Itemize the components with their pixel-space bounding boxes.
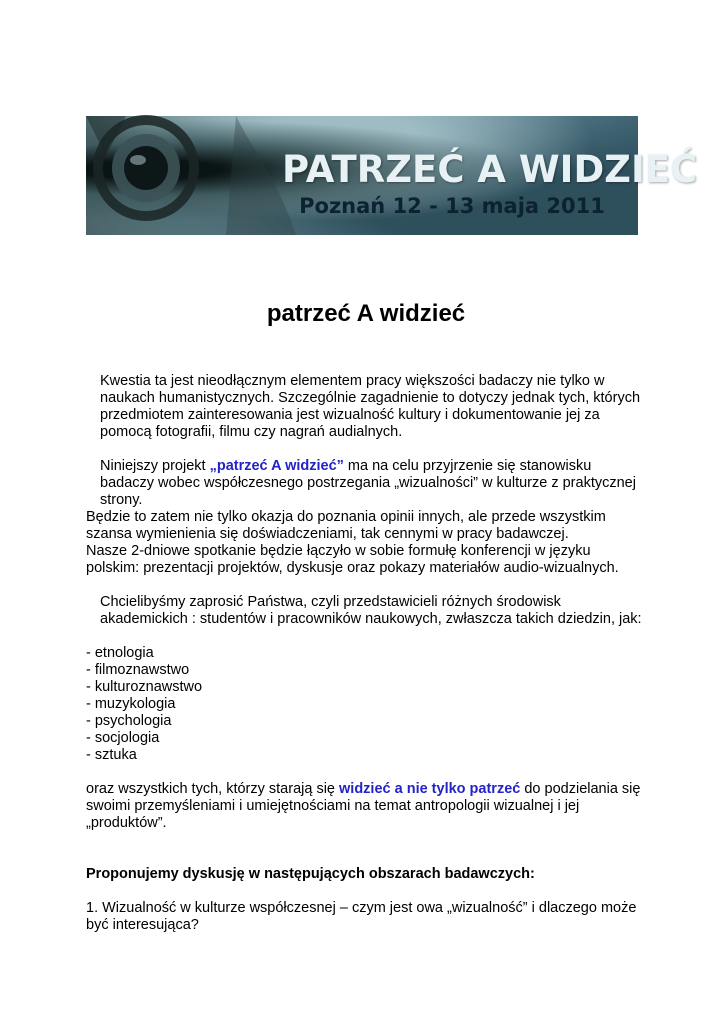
list-item: - socjologia xyxy=(86,730,160,746)
list-item: - muzykologia xyxy=(86,696,176,712)
audience-text-after: do podzielania się swoimi przemyśleniami i umiejętnościami na temat antropologii wizualnej i jej „produktów”. xyxy=(86,781,641,831)
list-item: - kulturoznawstwo xyxy=(86,679,203,695)
list-item: - filmoznawstwo xyxy=(86,662,190,678)
list-item: - psychologia xyxy=(86,713,172,729)
paragraph-intro: Kwestia ta jest nieodłącznym elementem pracy większości badaczy nie tylko w naukach humanistycznych. Szczególnie zagadnienie to dotyczy jednak tych, których przedmiotem zainteresowania jest wizualność kultury i dokumentowanie jej za pomocą fotografii, filmu czy nagrań audialnych. xyxy=(100,373,641,440)
research-area-1: 1. Wizualność w kulturze współczesnej – czym jest owa „wizualność” i dlaczego może być interesująca? xyxy=(86,900,637,933)
banner-title: PATRZEĆ A WIDZIEĆ xyxy=(282,148,698,191)
list-item: - etnologia xyxy=(86,645,154,661)
paragraph-audience xyxy=(86,781,646,832)
page-title: patrzeć A widzieć xyxy=(266,300,466,327)
list-item: - sztuka xyxy=(86,747,137,763)
document-body xyxy=(86,292,646,934)
conference-banner xyxy=(86,116,698,235)
project-text-before: Niniejszy projekt xyxy=(100,458,210,474)
banner-subtitle: Poznań 12 - 13 maja 2011 xyxy=(299,194,605,218)
paragraph-project xyxy=(86,458,646,509)
paragraph-opportunity: Będzie to zatem nie tylko okazja do poznania opinii innych, ale przede wszystkim szansa wymienienia się doświadczeniami, tak cennymi w pracy badawczej. xyxy=(86,509,606,542)
disciplines-list xyxy=(86,645,646,764)
slogan-highlight: widzieć a nie tylko patrzeć xyxy=(339,781,521,797)
audience-text-before: oraz wszystkich tych, którzy starają się xyxy=(86,781,340,797)
section-heading: Proponujemy dyskusję w następujących obszarach badawczych: xyxy=(86,866,535,882)
project-text-after: ma na celu przyjrzenie się stanowisku badaczy wobec współczesnego postrzegania „wizualności” w kulturze z praktycznej strony. xyxy=(100,458,636,508)
paragraph-format: Nasze 2-dniowe spotkanie będzie łączyło w sobie formułę konferencji w języku polskim: prezentacji projektów, dyskusje oraz pokazy materiałów audio-wizualnych. xyxy=(86,543,619,576)
project-name-highlight: „patrzeć A widzieć” xyxy=(209,458,344,474)
paragraph-invitation: Chcielibyśmy zaprosić Państwa, czyli przedstawicieli różnych środowisk akademickich : studentów i pracowników naukowych, zwłaszcza takich dziedzin, jak: xyxy=(100,594,642,627)
